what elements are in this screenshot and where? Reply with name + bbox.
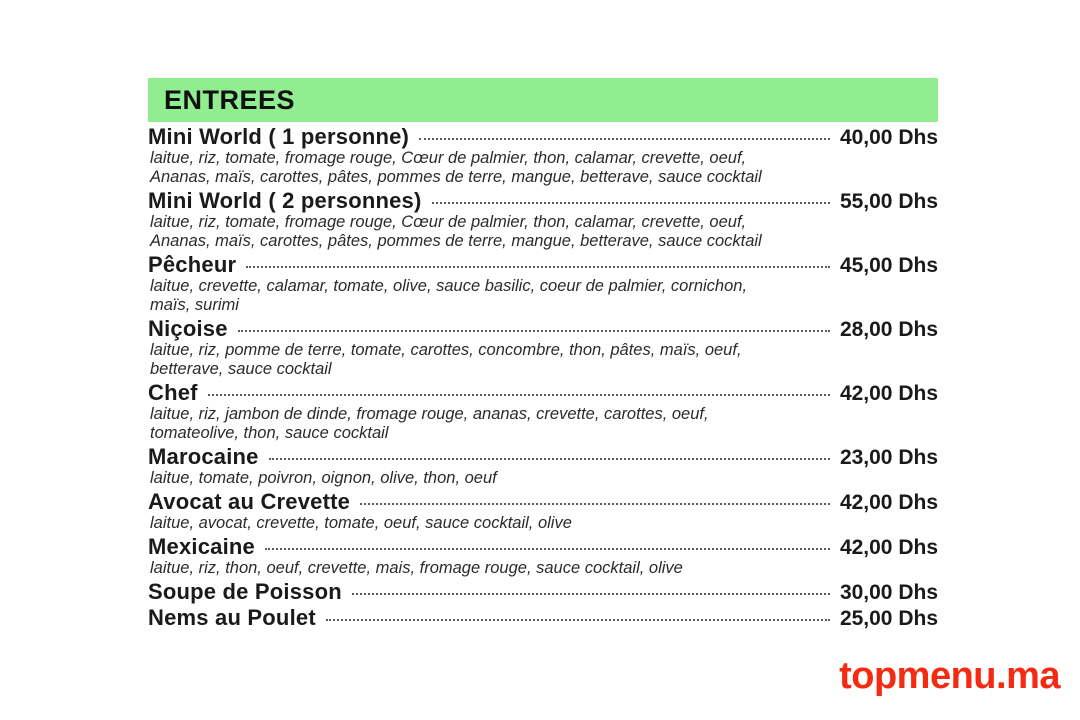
menu-item-price: 55,00 Dhs bbox=[839, 190, 938, 213]
menu-item bbox=[148, 605, 938, 631]
menu-item-name: Chef bbox=[148, 380, 198, 405]
menu-item-description: laitue, avocat, crevette, tomate, oeuf, sauce cocktail, olive bbox=[150, 514, 572, 532]
menu-item-line bbox=[148, 124, 938, 150]
leader-dots bbox=[419, 124, 830, 140]
menu-item bbox=[148, 579, 938, 605]
menu-item-price: 30,00 Dhs bbox=[839, 581, 938, 604]
section-header bbox=[148, 78, 938, 122]
menu-item-line bbox=[148, 188, 938, 214]
menu-item-description: laitue, riz, pomme de terre, tomate, carottes, concombre, thon, pâtes, maïs, oeuf, betterave, sauce cocktail bbox=[150, 341, 742, 378]
menu-item-line bbox=[148, 579, 938, 605]
menu-item-price: 42,00 Dhs bbox=[839, 491, 938, 514]
watermark: topmenu.ma bbox=[839, 655, 1060, 697]
menu-item bbox=[148, 316, 938, 379]
menu-item-price: 40,00 Dhs bbox=[839, 126, 938, 149]
leader-dots bbox=[326, 605, 830, 621]
leader-dots bbox=[208, 380, 830, 396]
leader-dots bbox=[238, 316, 830, 332]
menu-item-name: Avocat au Crevette bbox=[148, 489, 351, 514]
menu-item-name: Niçoise bbox=[148, 316, 228, 341]
menu-item bbox=[148, 444, 938, 488]
menu-item-description: laitue, crevette, calamar, tomate, olive, sauce basilic, coeur de palmier, cornichon, maïs, surimi bbox=[150, 277, 748, 314]
menu-item-name: Mexicaine bbox=[148, 534, 255, 559]
menu-item-price: 45,00 Dhs bbox=[839, 254, 938, 277]
section-title: ENTREES bbox=[164, 84, 296, 115]
menu-item-price: 42,00 Dhs bbox=[839, 536, 938, 559]
menu-item bbox=[148, 124, 938, 187]
menu-item bbox=[148, 489, 938, 533]
menu-item-line bbox=[148, 380, 938, 406]
menu-item-line bbox=[148, 534, 938, 560]
menu-item-line bbox=[148, 316, 938, 342]
menu-item-price: 23,00 Dhs bbox=[839, 446, 938, 469]
leader-dots bbox=[352, 579, 830, 595]
menu-item-price: 25,00 Dhs bbox=[839, 607, 938, 630]
leader-dots bbox=[432, 188, 830, 204]
menu-item-price: 28,00 Dhs bbox=[839, 318, 938, 341]
menu-item-description: laitue, riz, tomate, fromage rouge, Cœur de palmier, thon, calamar, crevette, oeuf, Ananas, maïs, carottes, pâtes, pommes de terre, mangue, betterave, sauce cocktail bbox=[150, 149, 762, 186]
menu-item-line bbox=[148, 444, 938, 470]
leader-dots bbox=[265, 534, 830, 550]
menu-item-description: laitue, tomate, poivron, oignon, olive, thon, oeuf bbox=[150, 469, 497, 487]
menu-item-line bbox=[148, 605, 938, 631]
menu-item-name: Nems au Poulet bbox=[148, 605, 316, 630]
menu-item-name: Mini World ( 1 personne) bbox=[148, 124, 410, 149]
leader-dots bbox=[360, 489, 830, 505]
menu-item-description: laitue, riz, tomate, fromage rouge, Cœur de palmier, thon, calamar, crevette, oeuf, Ananas, maïs, carottes, pâtes, pommes de terre, mangue, betterave, sauce cocktail bbox=[150, 213, 762, 250]
menu-page bbox=[148, 78, 938, 631]
menu-item bbox=[148, 380, 938, 443]
menu-item-line bbox=[148, 489, 938, 515]
menu-item-name: Marocaine bbox=[148, 444, 259, 469]
menu-item-list bbox=[148, 124, 938, 631]
menu-item-name: Soupe de Poisson bbox=[148, 579, 342, 604]
leader-dots bbox=[269, 444, 830, 460]
menu-item-price: 42,00 Dhs bbox=[839, 382, 938, 405]
menu-item-description: laitue, riz, jambon de dinde, fromage rouge, ananas, crevette, carottes, oeuf, tomateolive, thon, sauce cocktail bbox=[150, 405, 709, 442]
menu-item-name: Pêcheur bbox=[148, 252, 237, 277]
menu-item-description: laitue, riz, thon, oeuf, crevette, mais, fromage rouge, sauce cocktail, olive bbox=[150, 559, 683, 577]
menu-item bbox=[148, 534, 938, 578]
menu-item bbox=[148, 188, 938, 251]
menu-item bbox=[148, 252, 938, 315]
leader-dots bbox=[246, 252, 830, 268]
menu-item-name: Mini World ( 2 personnes) bbox=[148, 188, 422, 213]
menu-item-line bbox=[148, 252, 938, 278]
